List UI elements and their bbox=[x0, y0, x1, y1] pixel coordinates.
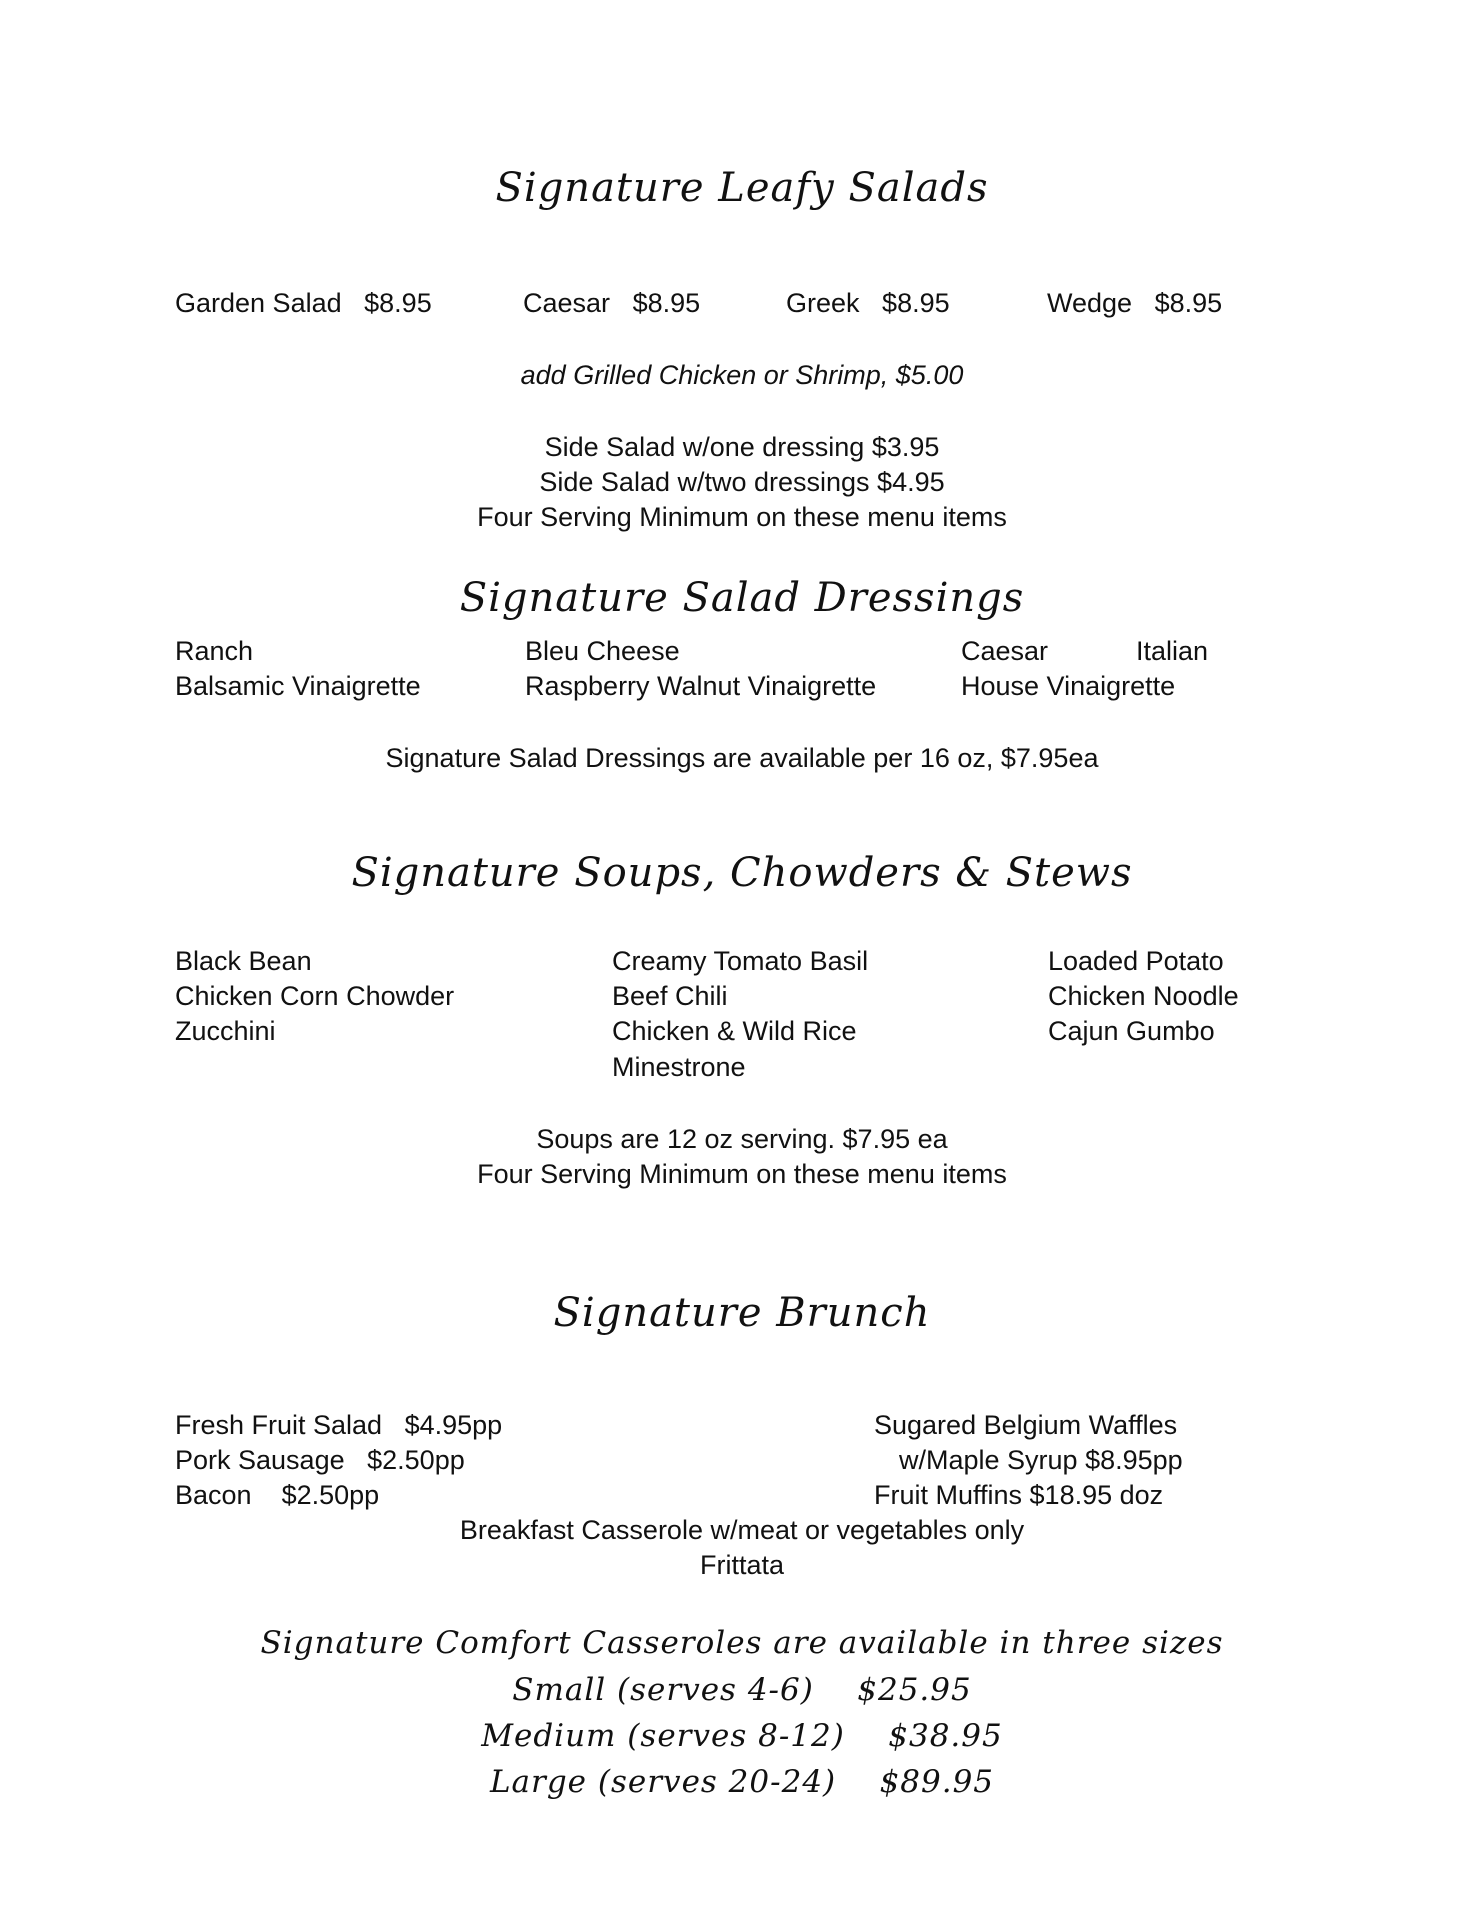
casserole-size-small: Small (serves 4-6) $25.95 bbox=[512, 1672, 972, 1708]
side-salad-one: Side Salad w/one dressing $3.95 bbox=[544, 432, 940, 462]
dressing-item: Raspberry Walnut Vinaigrette bbox=[525, 671, 877, 701]
brunch-muffins: Fruit Muffins $18.95 doz bbox=[874, 1480, 1164, 1510]
soup-item: Cajun Gumbo bbox=[1048, 1016, 1215, 1046]
soup-item: Chicken Corn Chowder bbox=[175, 981, 455, 1011]
soup-item: Beef Chili bbox=[612, 981, 728, 1011]
brunch-frittata: Frittata bbox=[699, 1550, 785, 1580]
salad-item-wedge: Wedge $8.95 bbox=[1047, 288, 1223, 318]
salads-heading: Signature Leafy Salads bbox=[495, 165, 989, 211]
brunch-waffles-syrup: w/Maple Syrup $8.95pp bbox=[899, 1445, 1183, 1475]
brunch-waffles: Sugared Belgium Waffles bbox=[874, 1410, 1178, 1440]
soup-item: Loaded Potato bbox=[1048, 946, 1224, 976]
salad-item-greek: Greek $8.95 bbox=[786, 288, 950, 318]
salad-item-caesar: Caesar $8.95 bbox=[523, 288, 701, 318]
dressings-note: Signature Salad Dressings are available per 16 oz, $7.95ea bbox=[385, 743, 1099, 773]
soup-item: Minestrone bbox=[612, 1052, 746, 1082]
brunch-casserole: Breakfast Casserole w/meat or vegetables only bbox=[459, 1515, 1025, 1545]
dressing-item: Bleu Cheese bbox=[525, 636, 680, 666]
dressing-item: House Vinaigrette bbox=[961, 671, 1176, 701]
casserole-size-medium: Medium (serves 8-12) $38.95 bbox=[481, 1718, 1003, 1754]
brunch-heading: Signature Brunch bbox=[553, 1290, 931, 1336]
salad-minimum: Four Serving Minimum on these menu items bbox=[477, 502, 1007, 532]
soups-minimum: Four Serving Minimum on these menu items bbox=[477, 1159, 1007, 1189]
dressing-item: Italian bbox=[1136, 636, 1209, 666]
casseroles-heading: Signature Comfort Casseroles are available in three sizes bbox=[260, 1625, 1224, 1661]
soup-item: Black Bean bbox=[175, 946, 312, 976]
soups-heading: Signature Soups, Chowders & Stews bbox=[351, 850, 1133, 896]
dressing-item: Ranch bbox=[175, 636, 254, 666]
side-salad-two: Side Salad w/two dressings $4.95 bbox=[539, 467, 945, 497]
brunch-item: Fresh Fruit Salad $4.95pp bbox=[175, 1410, 503, 1440]
soup-item: Chicken Noodle bbox=[1048, 981, 1239, 1011]
brunch-item: Bacon $2.50pp bbox=[175, 1480, 380, 1510]
soup-item: Chicken & Wild Rice bbox=[612, 1016, 857, 1046]
dressing-item: Balsamic Vinaigrette bbox=[175, 671, 421, 701]
brunch-item: Pork Sausage $2.50pp bbox=[175, 1445, 465, 1475]
salad-item-garden: Garden Salad $8.95 bbox=[175, 288, 432, 318]
casserole-size-large: Large (serves 20-24) $89.95 bbox=[489, 1764, 995, 1800]
dressings-heading: Signature Salad Dressings bbox=[459, 575, 1025, 621]
dressing-item: Caesar bbox=[961, 636, 1049, 666]
soup-item: Zucchini bbox=[175, 1016, 276, 1046]
salad-addon: add Grilled Chicken or Shrimp, $5.00 bbox=[520, 360, 964, 390]
soup-item: Creamy Tomato Basil bbox=[612, 946, 869, 976]
soups-note: Soups are 12 oz serving. $7.95 ea bbox=[536, 1124, 948, 1154]
